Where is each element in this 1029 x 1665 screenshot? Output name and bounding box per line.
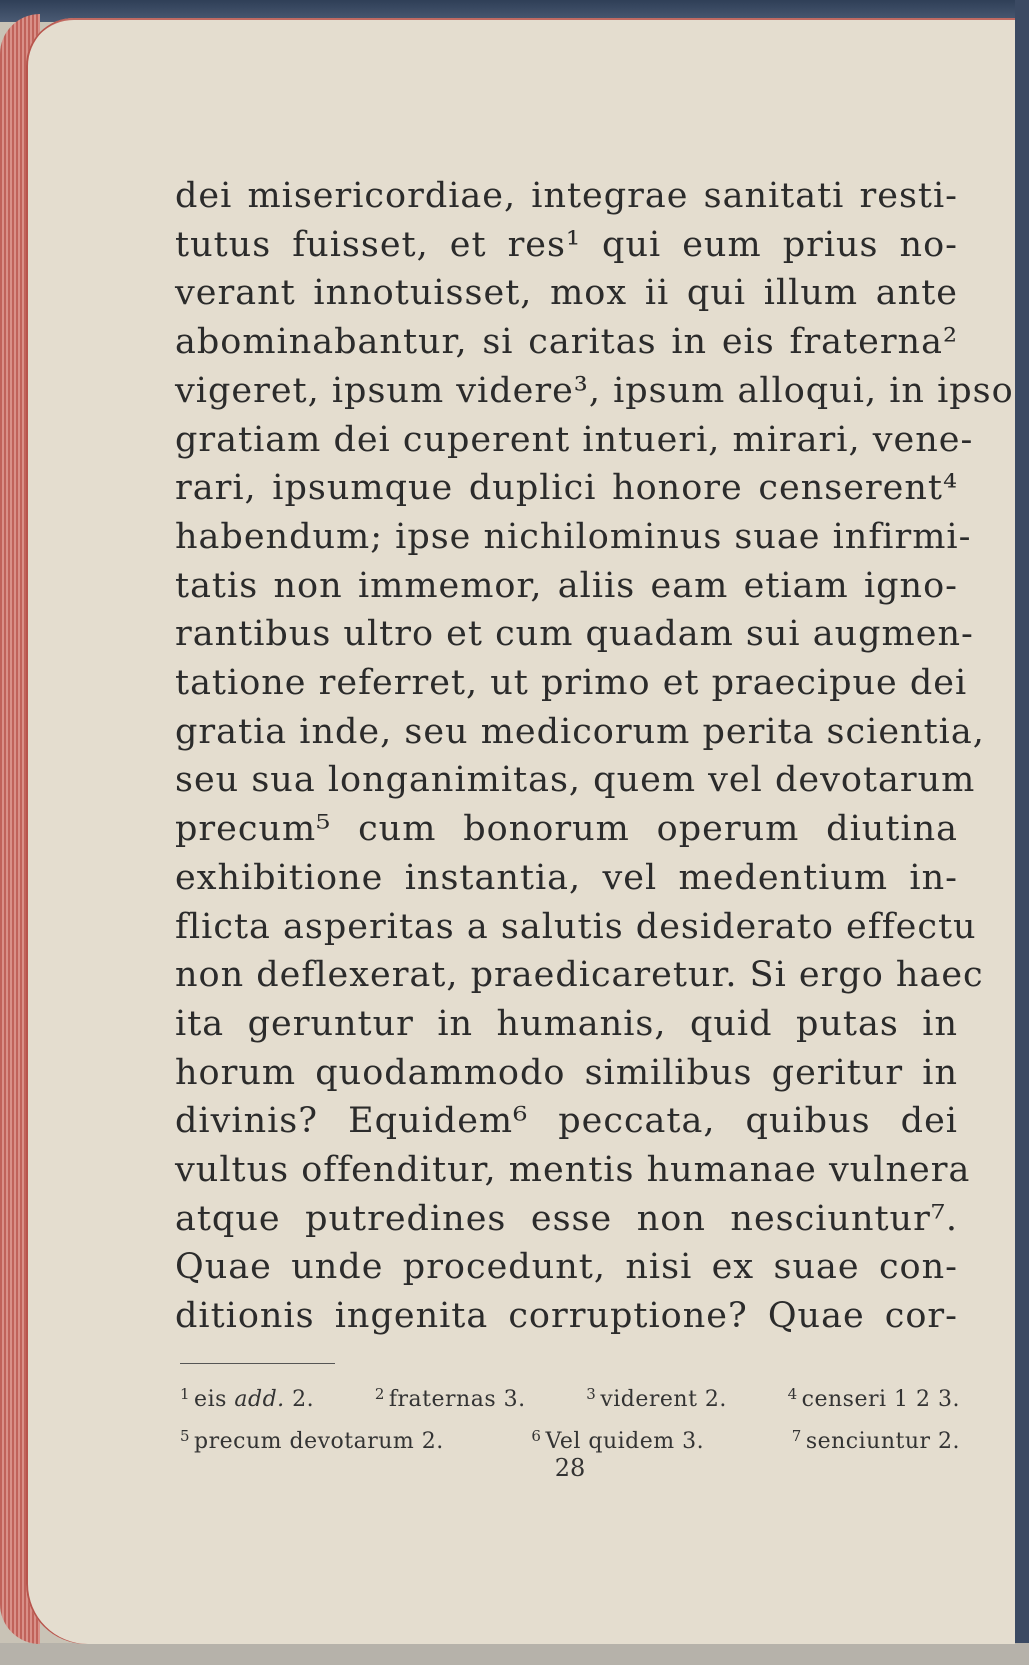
footnote-text: precum devotarum 2. bbox=[194, 1429, 444, 1454]
footnote-5 bbox=[180, 1418, 444, 1460]
main-text bbox=[175, 172, 1014, 1341]
footnote-italic: add. bbox=[234, 1387, 285, 1412]
footnote-number: 5 bbox=[180, 1427, 191, 1445]
footnotes bbox=[180, 1376, 960, 1460]
footnote-text: senciuntur 2. bbox=[805, 1429, 960, 1454]
text-line: tatis non immemor, aliis eam etiam igno- bbox=[175, 565, 958, 606]
text-line: habendum; ipse nichilominus suae infirmi- bbox=[175, 516, 972, 557]
footnote-4 bbox=[788, 1376, 960, 1418]
text-line: horum quodammodo similibus geritur in bbox=[175, 1052, 958, 1093]
footnote-3 bbox=[586, 1376, 727, 1418]
text-line: gratia inde, seu medicorum perita scientia, bbox=[175, 711, 985, 752]
text-line: gratiam dei cuperent intueri, mirari, vene- bbox=[175, 419, 974, 460]
text-line: tutus fuisset, et res¹ qui eum prius no- bbox=[175, 224, 958, 265]
footnote-number: 3 bbox=[586, 1385, 597, 1403]
text-line: exhibitione instantia, vel medentium in- bbox=[175, 857, 958, 898]
text-line: ditionis ingenita corruptione? Quae cor- bbox=[175, 1296, 958, 1337]
text-line: Quae unde procedunt, nisi ex suae con- bbox=[175, 1247, 958, 1288]
text-line: rari, ipsumque duplici honore censerent⁴ bbox=[175, 468, 958, 509]
footnote-number: 7 bbox=[791, 1427, 802, 1445]
text-line: tatione referret, ut primo et praecipue dei bbox=[175, 663, 968, 704]
text-line: seu sua longanimitas, quem vel devotarum bbox=[175, 760, 976, 801]
text-line: dei misericordiae, integrae sanitati resti- bbox=[175, 176, 958, 216]
footnote-row bbox=[180, 1376, 960, 1418]
text-line: flicta asperitas a salutis desiderato effectu bbox=[175, 906, 977, 947]
footnote-number: 6 bbox=[531, 1427, 542, 1445]
text-line: divinis? Equidem⁶ peccata, quibus dei bbox=[175, 1101, 958, 1142]
footnote-number: 2 bbox=[374, 1385, 385, 1403]
footnote-number: 4 bbox=[787, 1385, 798, 1403]
text-line: ita geruntur in humanis, quid putas in bbox=[175, 1003, 958, 1044]
footnote-divider bbox=[180, 1363, 335, 1364]
book-cover-right bbox=[1015, 0, 1029, 1665]
footnote-7 bbox=[792, 1418, 960, 1460]
text-line: abominabantur, si caritas in eis fraterna² bbox=[175, 322, 958, 363]
book-cover-bottom bbox=[0, 1643, 1029, 1665]
footnote-text: censeri 1 2 3. bbox=[801, 1387, 960, 1412]
text-line: verant innotuisset, mox ii qui illum ante bbox=[175, 273, 958, 314]
text-line: rantibus ultro et cum quadam sui augmen- bbox=[175, 614, 974, 655]
footnote-text: Vel quidem 3. bbox=[545, 1429, 705, 1454]
footnote-text: viderent 2. bbox=[600, 1387, 727, 1412]
footnote-2 bbox=[375, 1376, 526, 1418]
text-line: non deflexerat, praedicaretur. Si ergo haec bbox=[175, 955, 984, 996]
page-number: 28 bbox=[554, 1454, 586, 1482]
footnote-text: fraternas 3. bbox=[388, 1387, 526, 1412]
footnote-after: 2. bbox=[284, 1387, 315, 1412]
text-line: vultus offenditur, mentis humanae vulnera bbox=[175, 1150, 971, 1191]
footnote-text: eis bbox=[194, 1387, 235, 1412]
footnote-1 bbox=[180, 1376, 314, 1418]
footnote-number: 1 bbox=[180, 1385, 191, 1403]
text-line: vigeret, ipsum videre³, ipsum alloqui, in ipso bbox=[175, 370, 1014, 411]
text-line: precum⁵ cum bonorum operum diutina bbox=[175, 809, 958, 850]
text-line: atque putredines esse non nesciuntur⁷. bbox=[175, 1198, 958, 1239]
